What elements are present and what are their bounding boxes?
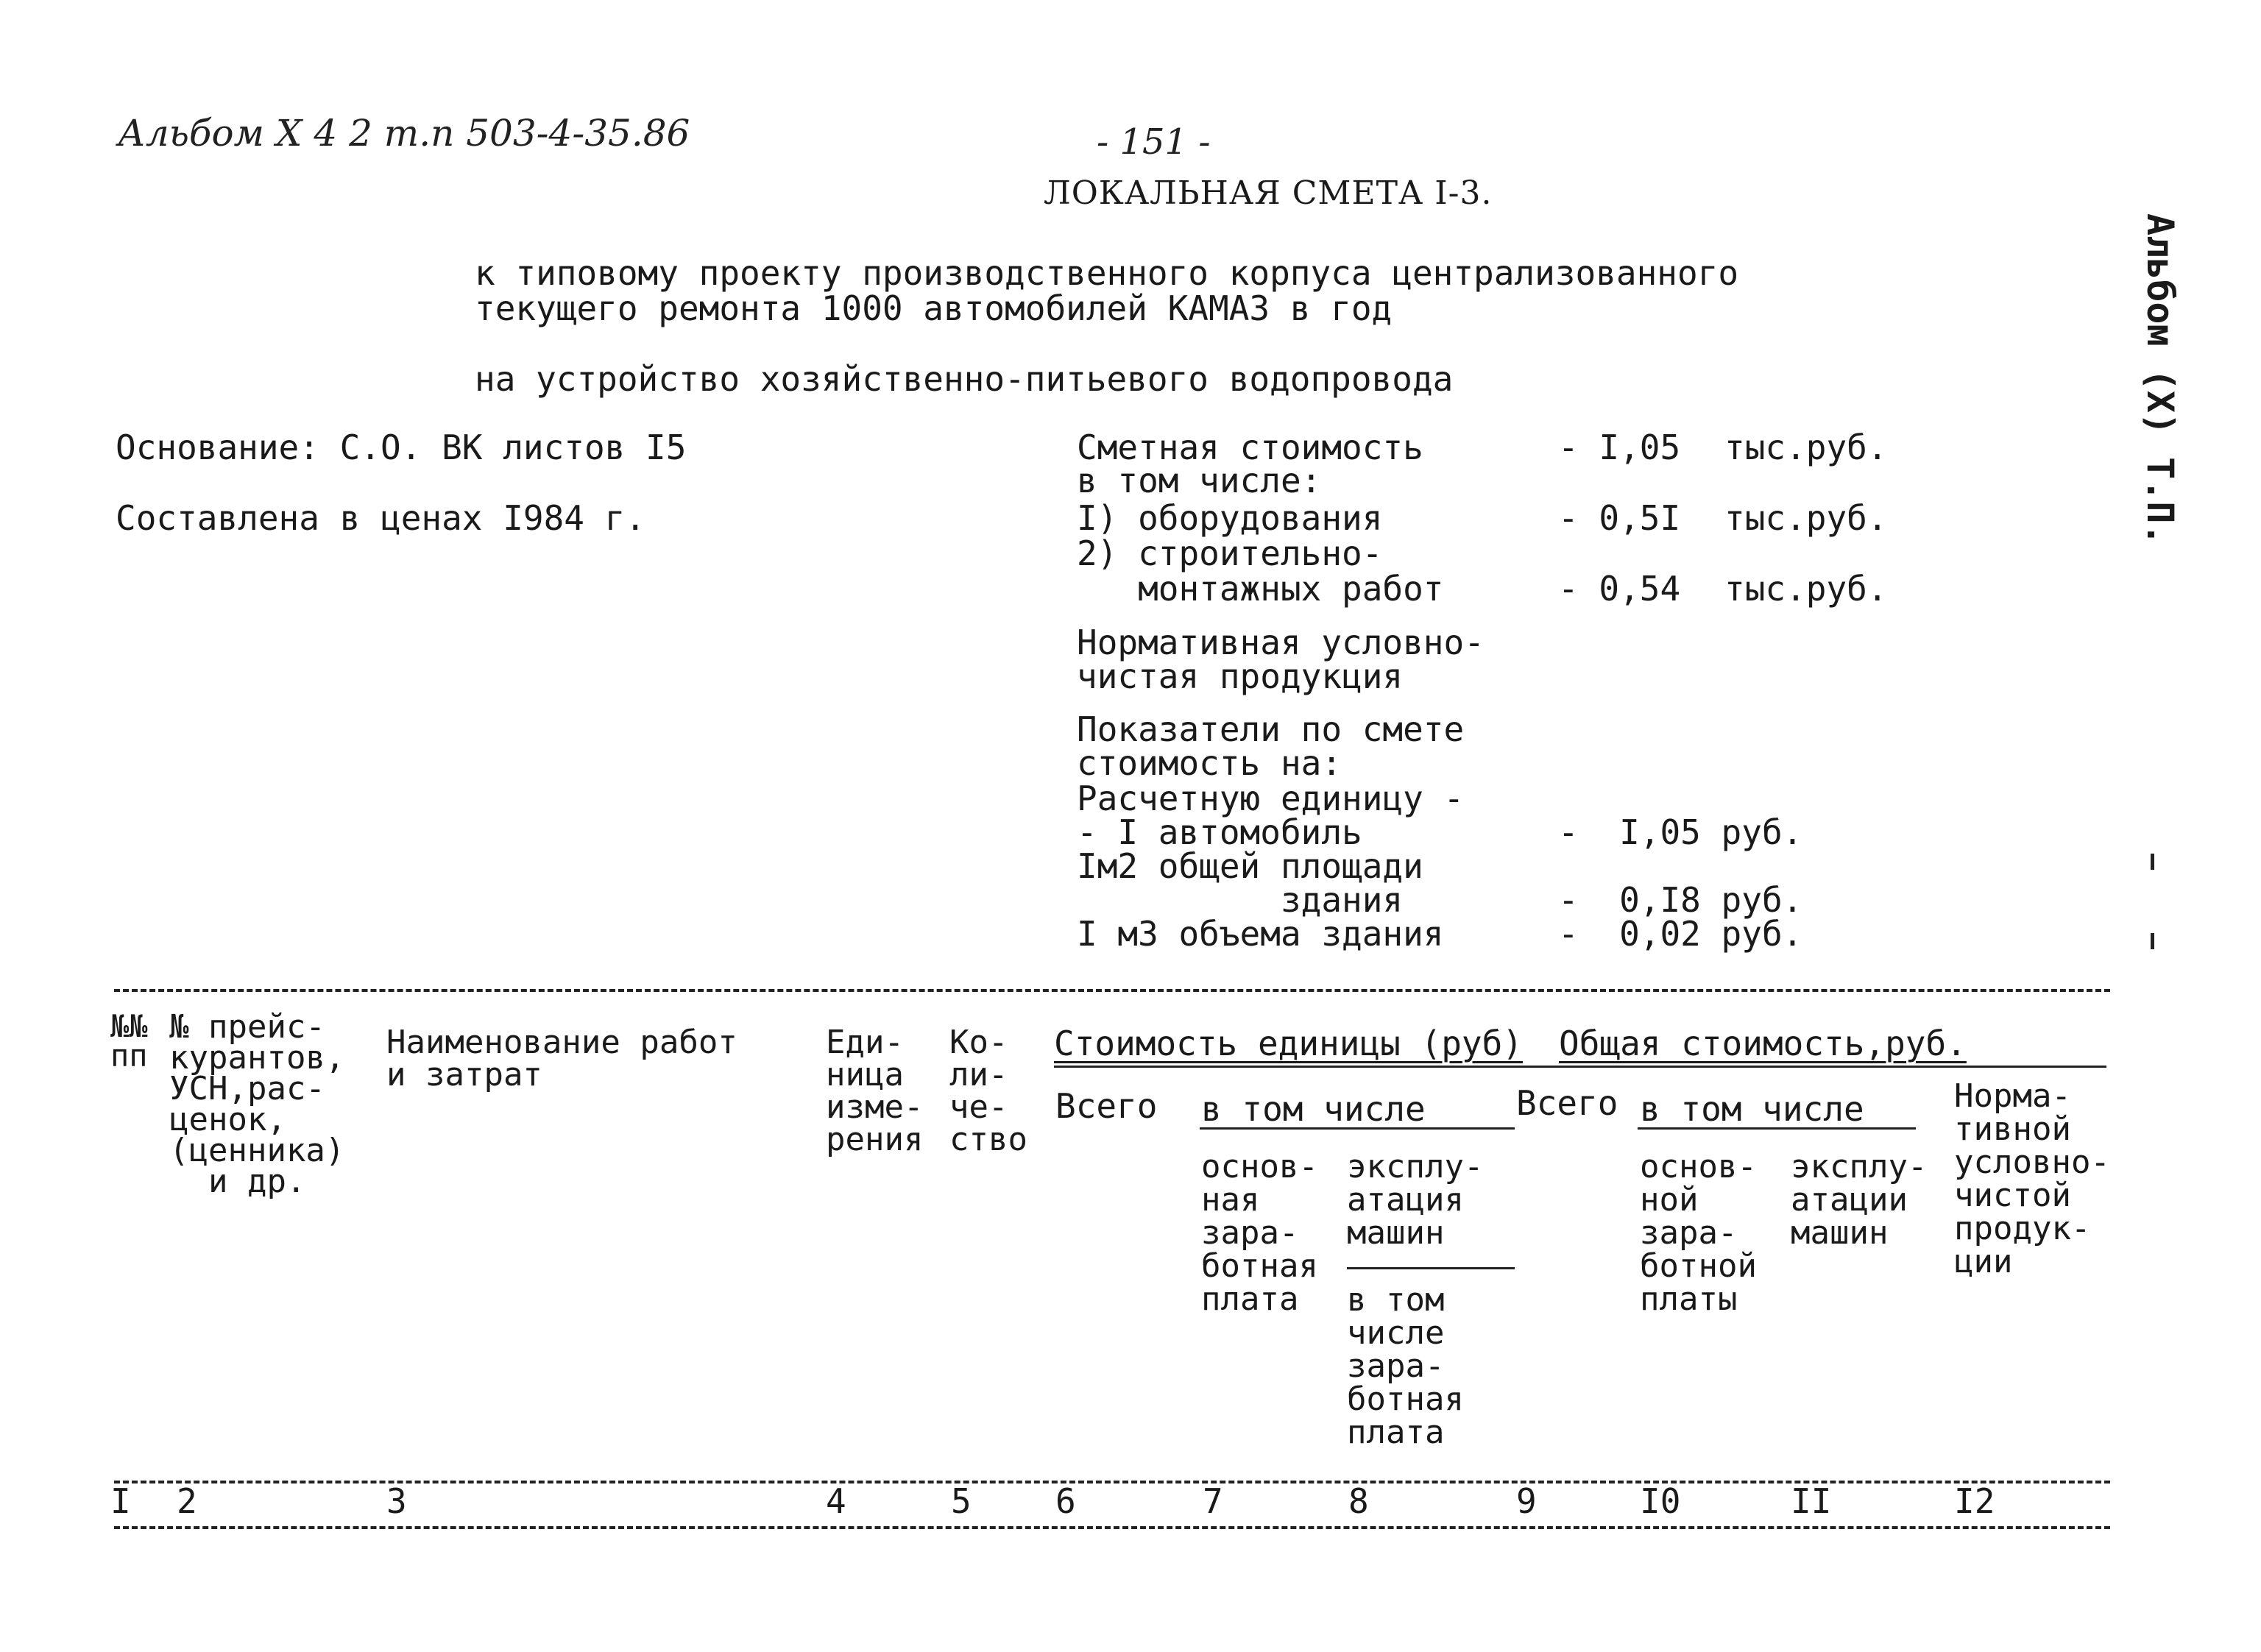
equipment-unit: тыс.руб. (1724, 498, 1888, 538)
unit-cost-group-header: Стоимость единицы (руб) (1054, 1024, 1523, 1063)
incl-underline-a (1200, 1127, 1515, 1130)
col-1-header: №№ пп (110, 1008, 148, 1074)
column-numbers-bottom-border (114, 1526, 2110, 1529)
col-number-4: 4 (826, 1481, 846, 1521)
col-3-header: Наименование работ и затрат (386, 1024, 737, 1093)
per-m2-label-b: здания (1077, 880, 1404, 920)
col-number-3: 3 (386, 1481, 407, 1521)
col-10-header: основ- ной зара- ботной платы (1640, 1148, 1757, 1318)
margin-tick (2151, 933, 2154, 949)
page-number: - 151 - (1097, 121, 1211, 163)
side-vertical-label: Альбом (X) Т.П. (2139, 213, 2182, 546)
col-12-header: Норма- тивной условно- чистой продук- ции (1954, 1077, 2110, 1280)
col-number-12: I2 (1954, 1481, 1995, 1521)
total-cost-group-header: Общая стоимость,руб. (1559, 1024, 1967, 1063)
col-8-divider (1347, 1267, 1515, 1269)
equipment-label: I) оборудования (1077, 498, 1383, 538)
incl-header-a: в том числе (1201, 1089, 1426, 1129)
subtitle-line-1: к типовому проекту производственного корпуса централизованного (475, 253, 1739, 293)
normative-label-a: Нормативная условно- (1077, 623, 1485, 662)
per-car-value: - I,05 руб. (1558, 812, 1803, 852)
per-m2-label-a: Iм2 общей площади (1077, 846, 1423, 886)
group-underline (1054, 1066, 2106, 1068)
incl-underline-b (1638, 1127, 1916, 1130)
subtitle-line-3: на устройство хозяйственно-питьевого водопровода (475, 359, 1454, 399)
col-number-1: I (110, 1481, 131, 1521)
col-6-header: Всего (1055, 1086, 1158, 1126)
col-7-header: основ- ная зара- ботная плата (1201, 1148, 1318, 1318)
construction-unit: тыс.руб. (1724, 569, 1888, 609)
including-label: в том числе: (1077, 461, 1322, 500)
basis-line: Основание: С.О. ВК листов I5 (116, 428, 687, 467)
per-m3-value: - 0,02 руб. (1558, 914, 1803, 954)
handwritten-reference: Альбом X 4 2 т.п 503-4-35.86 (118, 112, 690, 155)
col-8-header-top: эксплу- атация машин (1347, 1148, 1484, 1252)
indicators-label-a: Показатели по смете (1077, 709, 1465, 749)
normative-label-b: чистая продукция (1077, 656, 1404, 696)
prices-year-line: Составлена в ценах I984 г. (116, 498, 646, 538)
col-number-10: I0 (1640, 1481, 1681, 1521)
incl-header-b: в том числе (1640, 1089, 1864, 1129)
total-cost-unit: тыс.руб. (1724, 428, 1888, 467)
construction-label-b: монтажных работ (1077, 569, 1444, 609)
col-4-header: Еди- ница изме- рения (826, 1024, 924, 1158)
equipment-value: - 0,5I (1558, 498, 1681, 538)
per-car-label: - I автомобиль (1077, 812, 1362, 852)
per-m2-value: - 0,I8 руб. (1558, 880, 1803, 920)
col-number-11: II (1791, 1481, 1832, 1521)
col-number-9: 9 (1516, 1481, 1537, 1521)
per-m3-label: I м3 объема здания (1077, 914, 1444, 954)
col-number-8: 8 (1348, 1481, 1369, 1521)
construction-value: - 0,54 (1558, 569, 1681, 609)
col-8-header-bottom: в том числе зара- ботная плата (1347, 1281, 1464, 1451)
document-title: ЛОКАЛЬНАЯ СМЕТА I-3. (1044, 174, 1493, 212)
col-11-header: эксплу- атации машин (1791, 1148, 1928, 1252)
col-number-5: 5 (951, 1481, 972, 1521)
col-5-header: Ко- ли- че- ство (949, 1024, 1027, 1158)
col-9-header: Всего (1516, 1083, 1618, 1123)
col-number-6: 6 (1055, 1481, 1076, 1521)
indicators-label-b: стоимость на: (1077, 743, 1342, 783)
table-top-border (114, 989, 2110, 992)
subtitle-line-2: текущего ремонта 1000 автомобилей КАМАЗ в год (475, 288, 1393, 328)
col-2-header: № прейс- курантов, УСН,рас- ценок, (ценника) и др. (169, 1008, 345, 1200)
margin-tick (2151, 854, 2154, 870)
construction-label-a: 2) строительно- (1077, 533, 1383, 573)
col-number-2: 2 (177, 1481, 197, 1521)
total-cost-label: Сметная стоимость (1077, 428, 1423, 467)
total-cost-value: - I,05 (1558, 428, 1681, 467)
indicators-label-c: Расчетную единицу - (1077, 779, 1465, 818)
col-number-7: 7 (1203, 1481, 1223, 1521)
